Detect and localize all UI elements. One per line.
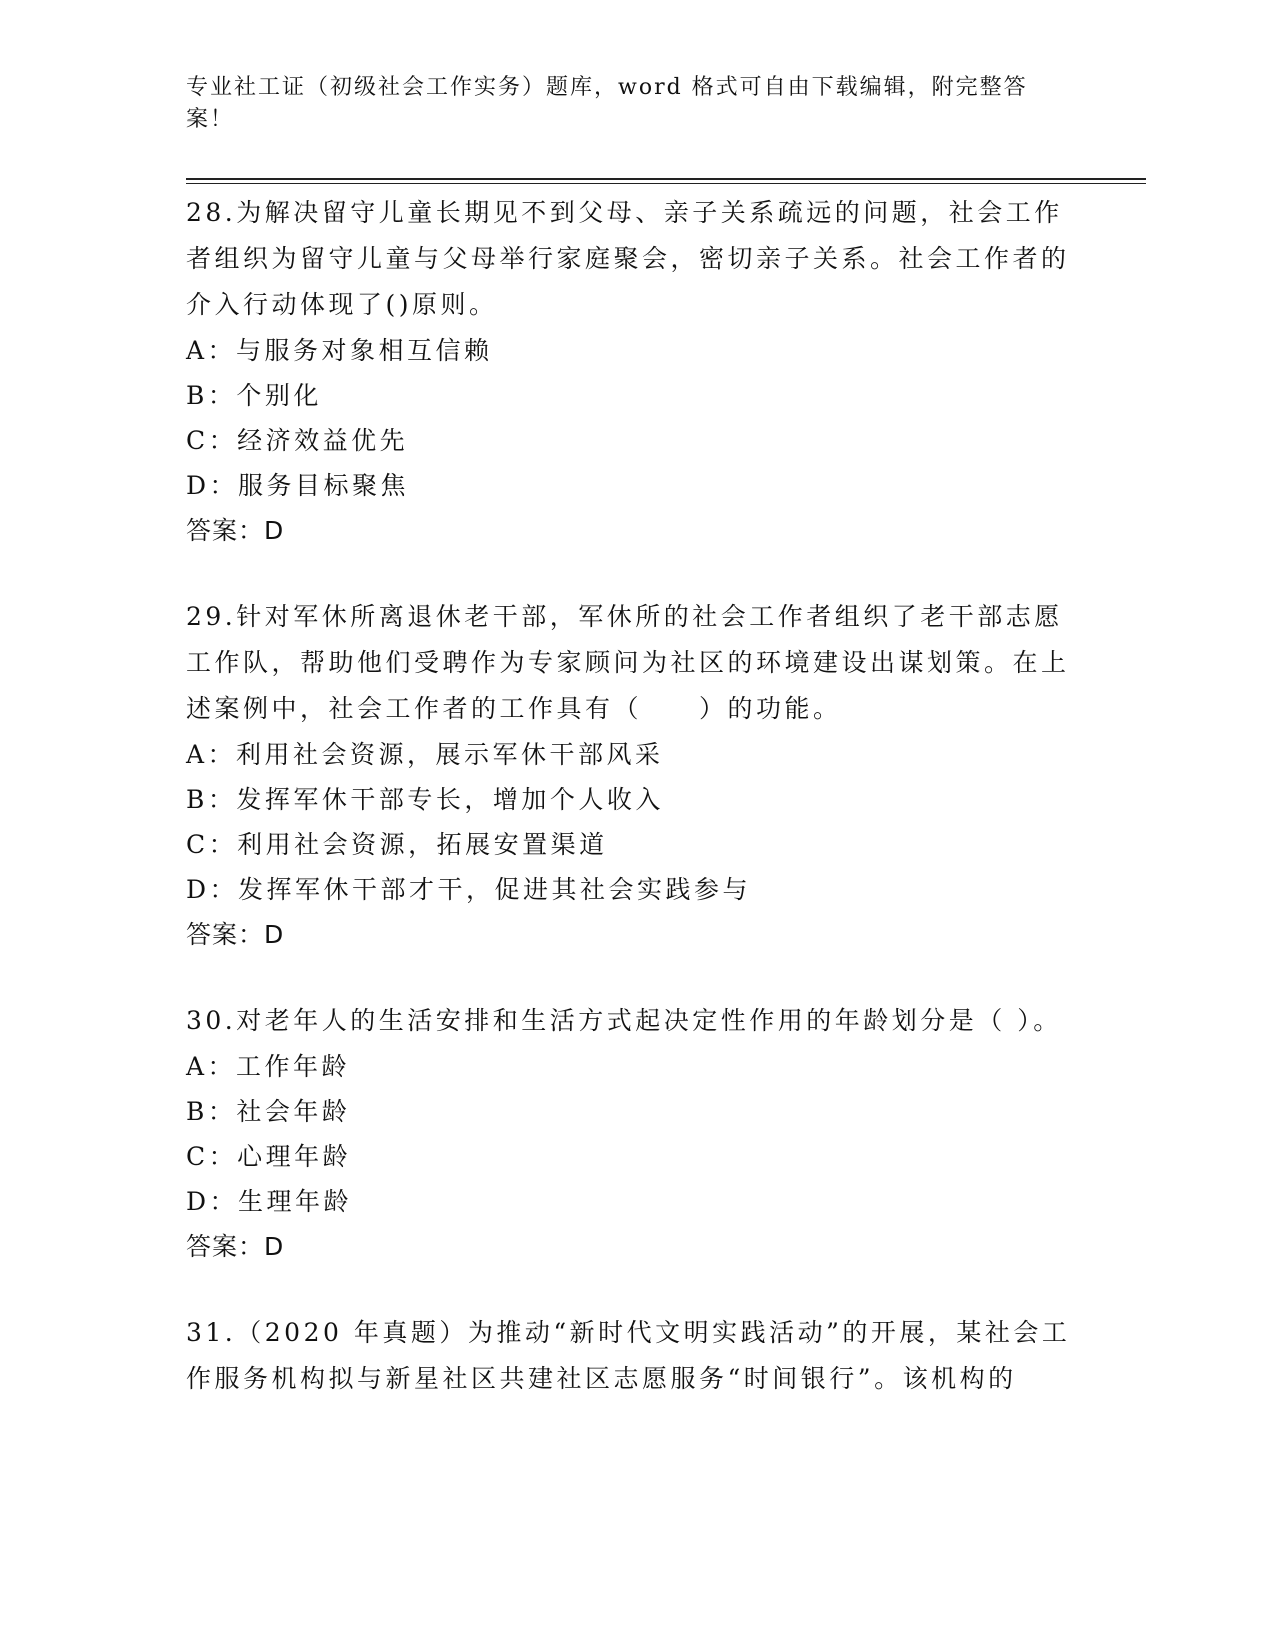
question-31	[186, 1310, 1086, 1402]
question-stem: 30.对老年人的生活安排和生活方式起决定性作用的年龄划分是（ ）。	[186, 1006, 1062, 1035]
answer-line: 答案：D	[186, 920, 285, 949]
option-b: B：发挥军休干部专长，增加个人收入	[186, 785, 664, 814]
option-a: A：工作年龄	[186, 1052, 351, 1081]
question-30	[186, 998, 1086, 1270]
question-list	[186, 190, 1086, 1402]
option-c: C：经济效益优先	[186, 426, 409, 455]
option-a: A：与服务对象相互信赖	[186, 336, 493, 365]
option-d: D：发挥军休干部才干，促进其社会实践参与	[186, 875, 752, 904]
option-d: D：服务目标聚焦	[186, 471, 410, 500]
answer-line: 答案：D	[186, 1232, 285, 1261]
question-29	[186, 594, 1086, 958]
answer-line: 答案：D	[186, 516, 285, 545]
header-divider-thick	[186, 178, 1146, 180]
option-a: A：利用社会资源，展示军休干部风采	[186, 740, 664, 769]
question-stem: 28.为解决留守儿童长期见不到父母、亲子关系疏远的问题，社会工作者组织为留守儿童与父母举行家庭聚会，密切亲子关系。社会工作者的介入行动体现了()原则。	[186, 198, 1070, 319]
option-d: D：生理年龄	[186, 1187, 353, 1216]
option-c: C：利用社会资源，拓展安置渠道	[186, 830, 608, 859]
question-stem: 31.（2020 年真题）为推动“新时代文明实践活动”的开展，某社会工作服务机构拟与新星社区共建社区志愿服务“时间银行”。该机构的	[186, 1318, 1071, 1393]
option-b: B：社会年龄	[186, 1097, 351, 1126]
header-divider-thin	[186, 183, 1146, 184]
option-b: B：个别化	[186, 381, 322, 410]
page-header-text: 专业社工证（初级社会工作实务）题库，word 格式可自由下载编辑，附完整答案！	[186, 75, 1028, 132]
question-stem: 29.针对军休所离退休老干部，军休所的社会工作者组织了老干部志愿工作队，帮助他们受聘作为专家顾问为社区的环境建设出谋划策。在上述案例中，社会工作者的工作具有（ ）的功能。	[186, 602, 1070, 723]
question-28	[186, 190, 1086, 554]
option-c: C：心理年龄	[186, 1142, 352, 1171]
